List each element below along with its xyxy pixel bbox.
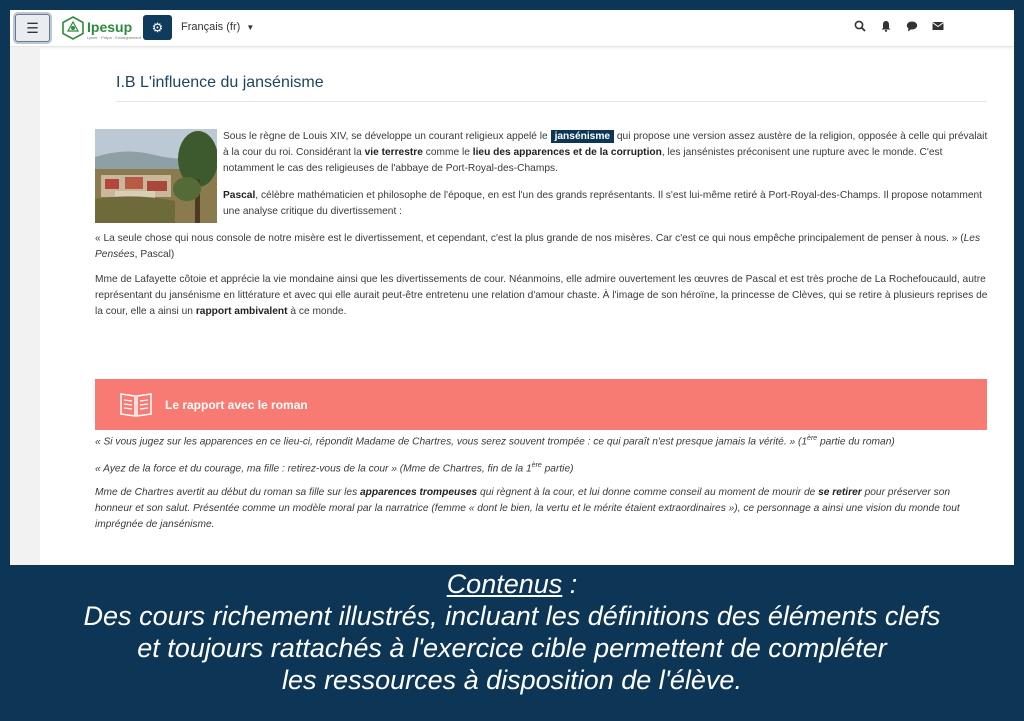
logo-hexagon-icon	[62, 16, 84, 40]
q1-end: partie du roman)	[817, 436, 895, 448]
settings-button[interactable]	[143, 15, 172, 40]
caption-heading-suffix: :	[562, 569, 578, 599]
p1-text-a: Sous le règne de Louis XIV, se développe un courant religieux appelé le	[223, 131, 551, 142]
site-logo[interactable]	[62, 15, 141, 43]
banner-title: Le rapport avec le roman	[165, 398, 308, 412]
port-royal-painting	[95, 129, 217, 223]
p1-text-c: comme le	[422, 147, 473, 158]
p1-text-b: qui propose une version assez austère de la religion, opposée à celle qui prévalait à la cour du roi. Considérant la	[223, 131, 988, 158]
browser-frame	[10, 10, 1014, 565]
roman-bold-se-retirer: se retirer	[818, 487, 862, 498]
menu-toggle-button[interactable]	[15, 14, 50, 42]
quote-text: « La seule chose qui nous console de notre misère est le divertissement, et cependant, c'est la plus grande de nos misères. Car c'est ce qui nous empêche principalement de penser à nous. » (	[95, 233, 964, 244]
q2-text: « Ayez de la force et du courage, ma fille : retirez-vous de la cour » (Mme de Chartres, fin de la 1	[95, 463, 532, 475]
quote-work-title: Les Pensées	[95, 233, 981, 260]
hamburger-icon: ☰	[26, 20, 39, 36]
search-icon[interactable]	[853, 20, 866, 35]
p2-text: , célèbre mathématicien et philosophe de l'époque, en est l'un des grands représentants. Il s'est lui-même retiré à Port-Royal-des-Champs. Il propose notamment une analyse critique du divertissement :	[223, 190, 982, 217]
quote-author: , Pascal)	[134, 249, 175, 260]
p3-text: Mme de Lafayette côtoie et apprécie la vie mondaine ainsi que les divertissements de cour. Néanmoins, elle admire ouvertement les œuvres de Pascal et est très proche de La Rochefoucauld, autre représentant du jansénisme en littérature et avec qui elle aurait peut-être entretenu une relation d'amour chaste. À l'image de son héroïne, la princesse de Clèves, qui se retire à plusieurs reprises de la cour, elle a ainsi un	[95, 274, 988, 317]
promo-caption	[0, 568, 1024, 696]
caption-heading-line	[0, 568, 1024, 600]
language-label: Français (fr)	[181, 21, 241, 33]
roman-p-b: qui règnent à la cour, et lui donne comme conseil au moment de mourir de	[477, 487, 819, 498]
roman-p-c: pour préserver son honneur et son salut. Présentée comme un modèle moral par la narratrice (femme « dont le bien, la vertu et le mérite étaient extraordinaires »), ce personnage a ainsi une vision du monde tout imprégnée de jansénisme.	[95, 487, 960, 530]
caption-line-2: et toujours rattachés à l'exercice cible permettent de compléter	[137, 633, 887, 663]
bell-icon[interactable]	[879, 20, 892, 35]
envelope-icon[interactable]	[931, 20, 944, 35]
p1-text-d: , les jansénistes préconisent une rupture avec le monde. C'est notamment le cas des religieuses de l'abbaye de Port-Royal-des-Champs.	[223, 147, 943, 174]
roman-quote-2	[95, 458, 988, 477]
q1-text: « Si vous jugez sur les apparences en ce lieu-ci, répondit Madame de Chartres, vous serez souvent trompée : ce qui paraît n'est presque jamais la vérité. » (1	[95, 436, 808, 448]
q2-sup: ère	[531, 462, 542, 469]
jansenisme-definition-link[interactable]: jansénisme	[551, 130, 615, 143]
roman-bold-apparences: apparences trompeuses	[360, 487, 478, 498]
left-gutter	[10, 47, 40, 565]
language-selector[interactable]	[181, 21, 254, 33]
title-divider	[116, 101, 987, 102]
p3-text-end: à ce monde.	[287, 306, 347, 317]
caret-down-icon: ▼	[246, 23, 255, 32]
q1-sup: ère	[807, 435, 818, 442]
open-book-icon	[119, 391, 153, 418]
section-banner	[95, 379, 987, 430]
p2-bold-pascal: Pascal	[223, 190, 256, 201]
q2-end: partie)	[541, 463, 574, 475]
logo-brand: Ipesup	[87, 19, 133, 35]
logo-tagline: Lycée · Prépa · Enseignement	[87, 35, 141, 40]
caption-heading: Contenus	[446, 569, 563, 599]
cogs-icon: ⚙	[151, 19, 164, 35]
top-navbar	[10, 10, 1014, 47]
chat-icon[interactable]	[905, 20, 918, 35]
paragraph-pascal	[223, 188, 988, 220]
navbar-actions	[853, 20, 944, 35]
caption-line-3: les ressources à disposition de l'élève.	[282, 665, 742, 695]
paragraph-jansenisme	[223, 129, 988, 177]
paragraph-lafayette	[95, 272, 988, 320]
roman-quote-1	[95, 431, 988, 450]
p1-bold-vie-terrestre: vie terrestre	[364, 147, 423, 158]
roman-paragraph	[95, 485, 988, 533]
p3-bold-rapport: rapport ambivalent	[195, 306, 288, 317]
pascal-quote	[95, 231, 988, 263]
page-title: I.B L'influence du jansénisme	[116, 74, 324, 91]
roman-p-a: Mme de Chartres avertit au début du roman sa fille sur les	[95, 487, 360, 498]
caption-line-1: Des cours richement illustrés, incluant les définitions des éléments clefs	[83, 601, 941, 631]
p1-bold-lieu-apparences: lieu des apparences et de la corruption	[472, 147, 662, 158]
